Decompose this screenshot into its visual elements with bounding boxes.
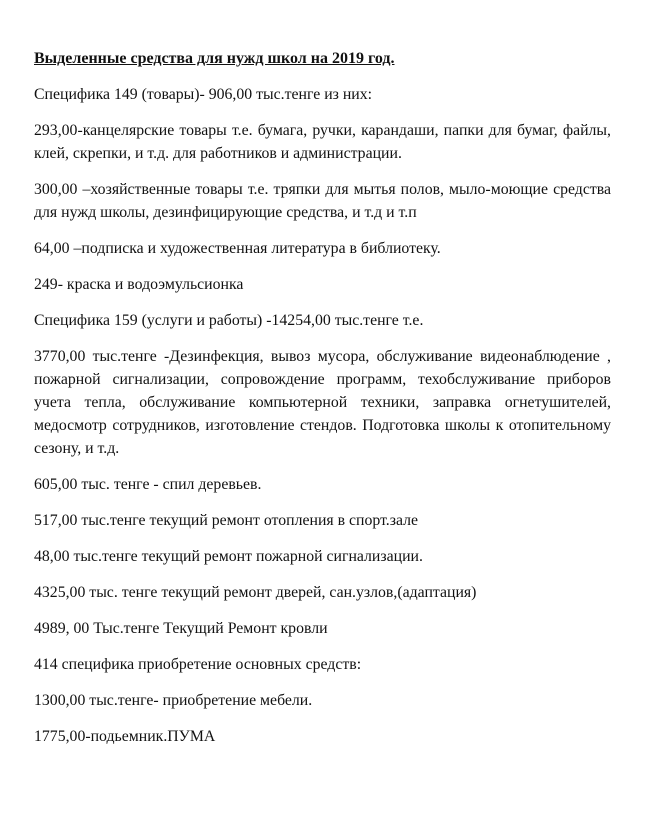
paragraph-furniture: 1300,00 тыс.тенге- приобретение мебели.: [34, 692, 313, 709]
paragraph-household-goods: 300,00 –хозяйственные товары т.е. тряпки для мытья полов, мыло-моющие средства для нужд школы, дезинфицирующие средства, и т.д и т.п: [34, 181, 611, 221]
paragraph-paint: 249- краска и водоэмульсионка: [34, 276, 244, 293]
paragraph-doors-repair: 4325,00 тыс. тенге текущий ремонт дверей, сан.узлов,(адаптация): [34, 584, 477, 601]
paragraph-services: 3770,00 тыс.тенге -Дезинфекция, вывоз мусора, обслуживание видеонаблюдение , пожарной сигнализации, сопровождение программ, техобслуживание приборов учета тепла, обслуживание компьютерной техники, заправка огнетушителей, медосмотр сотрудников, изготовление стендов. Подготовка школы к отопительному сезону, и т.д.: [34, 348, 611, 457]
document-body: [34, 47, 611, 748]
paragraph-tree-cutting: 605,00 тыс. тенге - спил деревьев.: [34, 476, 262, 493]
paragraph-roof-repair: 4989, 00 Тыс.тенге Текущий Ремонт кровли: [34, 620, 328, 637]
paragraph-lift: 1775,00-подьемник.ПУМА: [34, 728, 216, 745]
paragraph-stationery: 293,00-канцелярские товары т.е. бумага, ручки, карандаши, папки для бумаг, файлы, клей, скрепки, и т.д. для работников и администрации.: [34, 122, 611, 162]
document-title: Выделенные средства для нужд школ на 2019 год.: [34, 50, 395, 67]
paragraph-heating-repair: 517,00 тыс.тенге текущий ремонт отопления в спорт.зале: [34, 512, 419, 529]
paragraph-subscription: 64,00 –подписка и художественная литература в библиотеку.: [34, 240, 441, 257]
paragraph-spec-159: Специфика 159 (услуги и работы) -14254,00 тыс.тенге т.е.: [34, 312, 424, 329]
paragraph-fire-alarm-repair: 48,00 тыс.тенге текущий ремонт пожарной сигнализации.: [34, 548, 423, 565]
paragraph-spec-149: Специфика 149 (товары)- 906,00 тыс.тенге из них:: [34, 86, 373, 103]
paragraph-spec-414: 414 специфика приобретение основных средств:: [34, 656, 362, 673]
